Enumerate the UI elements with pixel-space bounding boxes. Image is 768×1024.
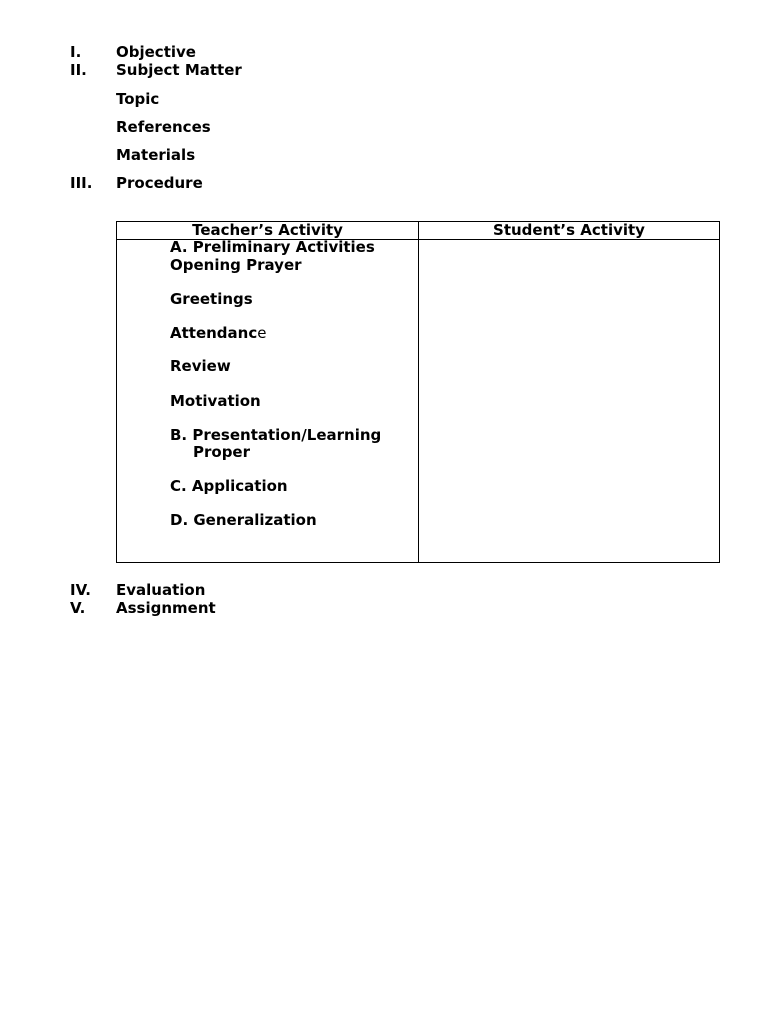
references-label: References xyxy=(116,118,211,136)
assignment-number: V. xyxy=(70,599,86,617)
procedure-heading: Procedure xyxy=(116,174,203,192)
attendance xyxy=(170,324,266,342)
attendance-tail: e xyxy=(257,324,267,342)
presentation-learning: B. Presentation/Learning xyxy=(170,426,382,444)
student-activity-header: Student’s Activity xyxy=(493,221,645,239)
greetings: Greetings xyxy=(170,290,253,308)
objective-number: I. xyxy=(70,43,82,61)
subject-matter-number: II. xyxy=(70,61,87,79)
materials-label: Materials xyxy=(116,146,196,164)
teacher-activity-header: Teacher’s Activity xyxy=(192,221,343,239)
column-divider xyxy=(418,222,419,562)
procedure-number: III. xyxy=(70,174,93,192)
motivation: Motivation xyxy=(170,392,261,410)
assignment-heading: Assignment xyxy=(116,599,216,617)
opening-prayer: Opening Prayer xyxy=(170,256,302,274)
preliminary-activities: A. Preliminary Activities xyxy=(170,238,375,256)
application: C. Application xyxy=(170,477,288,495)
procedure-table xyxy=(116,221,720,563)
presentation-proper: Proper xyxy=(193,443,251,461)
topic-label: Topic xyxy=(116,90,160,108)
attendance-main: Attendanc xyxy=(170,324,258,342)
evaluation-number: IV. xyxy=(70,581,91,599)
objective-heading: Objective xyxy=(116,43,196,61)
generalization: D. Generalization xyxy=(170,511,317,529)
subject-matter-heading: Subject Matter xyxy=(116,61,242,79)
review: Review xyxy=(170,357,231,375)
evaluation-heading: Evaluation xyxy=(116,581,206,599)
